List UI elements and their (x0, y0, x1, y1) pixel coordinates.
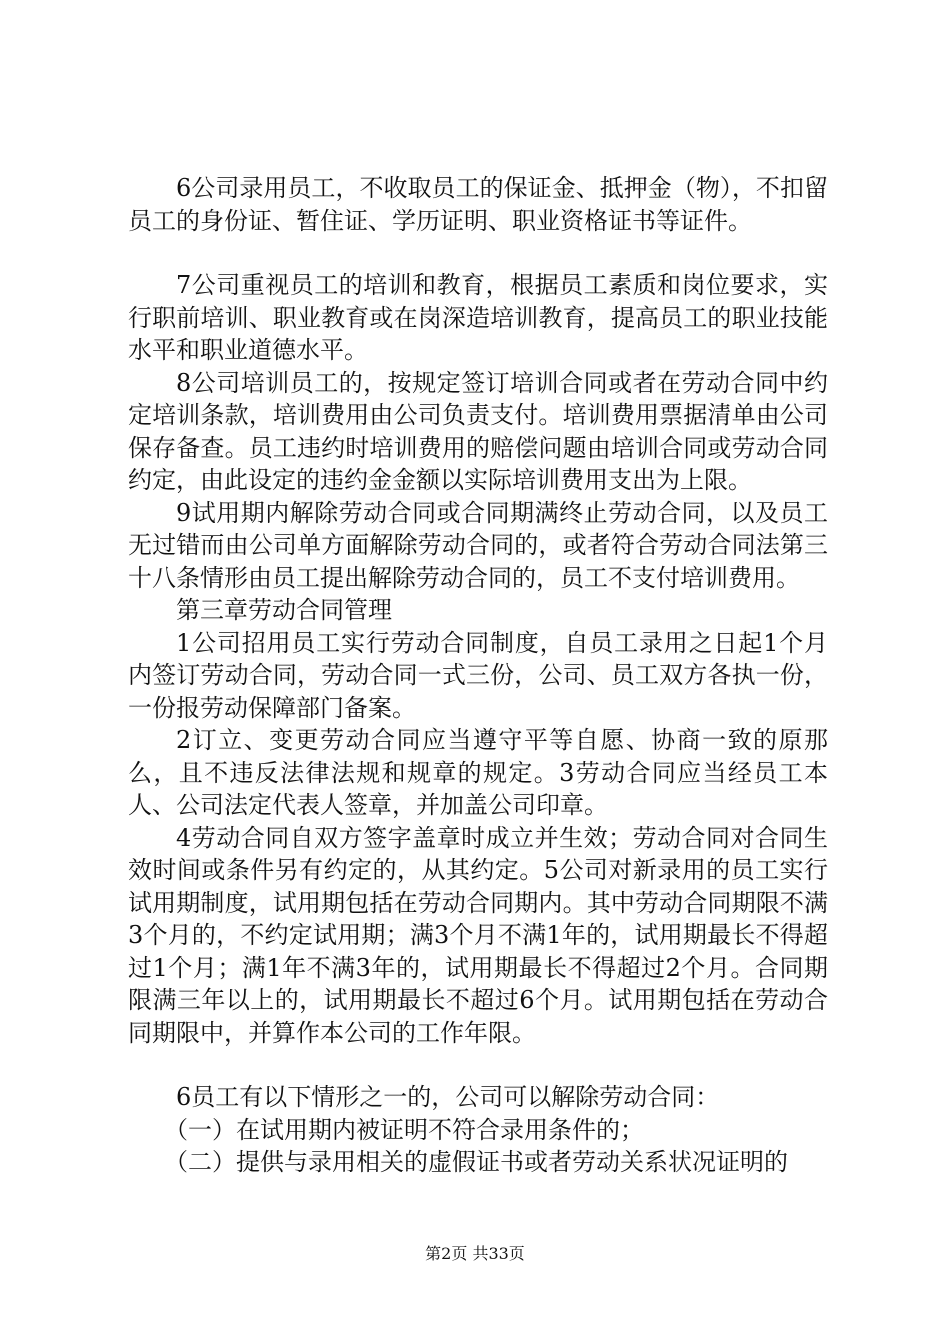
paragraph-contract-principles: 2订立、变更劳动合同应当遵守平等自愿、协商一致的原那么，且不违反法律法规和规章的规定。3劳动合同应当经员工本人、公司法定代表人签章，并加盖公司印章。 (128, 726, 828, 819)
document-body (128, 172, 828, 1179)
paragraph-training-education: 7公司重视员工的培训和教育，根据员工素质和岗位要求，实行职前培训、职业教育或在岗深造培训教育，提高员工的职业技能水平和职业道德水平。 (128, 271, 828, 364)
paragraph-contract-effect-probation: 4劳动合同自双方签字盖章时成立并生效；劳动合同对合同生效时间或条件另有约定的，从其约定。5公司对新录用的员工实行试用期制度，试用期包括在劳动合同期内。其中劳动合同期限不满3个月的，不约定试用期；满3个月不满1年的，试用期最长不得超过1个月；满1年不满3年的，试用期最长不得超过2个月。合同期限满三年以上的，试用期最长不超过6个月。试用期包括在劳动合同期限中，并算作本公司的工作年限。 (128, 823, 828, 1047)
paragraph-contract-system: 1公司招用员工实行劳动合同制度，自员工录用之日起1个月内签订劳动合同，劳动合同一式三份，公司、员工双方各执一份，一份报劳动保障部门备案。 (128, 628, 828, 722)
paragraph-termination-conditions: 6员工有以下情形之一的，公司可以解除劳动合同： (176, 1083, 720, 1111)
paragraph-training-fee-exemption: 9试用期内解除劳动合同或合同期满终止劳动合同，以及员工无过错而由公司单方面解除劳动合同的，或者符合劳动合同法第三十八条情形由员工提出解除劳动合同的，员工不支付培训费用。 (128, 498, 828, 592)
list-item-condition-1: （一）在试用期内被证明不符合录用条件的； (164, 1115, 644, 1144)
list-item-condition-2: （二）提供与录用相关的虚假证书或者劳动关系状况证明的 (164, 1148, 788, 1176)
page-number-footer: 第2页 共33页 (425, 1244, 525, 1263)
chapter-heading: 第三章劳动合同管理 (176, 596, 392, 624)
paragraph-deposit-policy: 6公司录用员工，不收取员工的保证金、抵押金（物），不扣留员工的身份证、暂住证、学历证明、职业资格证书等证件。 (128, 174, 828, 235)
paragraph-training-contract: 8公司培训员工的，按规定签订培训合同或者在劳动合同中约定培训条款，培训费用由公司负责支付。培训费用票据清单由公司保存备查。员工违约时培训费用的赔偿问题由培训合同或劳动合同约定，由此设定的违约金金额以实际培训费用支出为上限。 (128, 368, 828, 494)
